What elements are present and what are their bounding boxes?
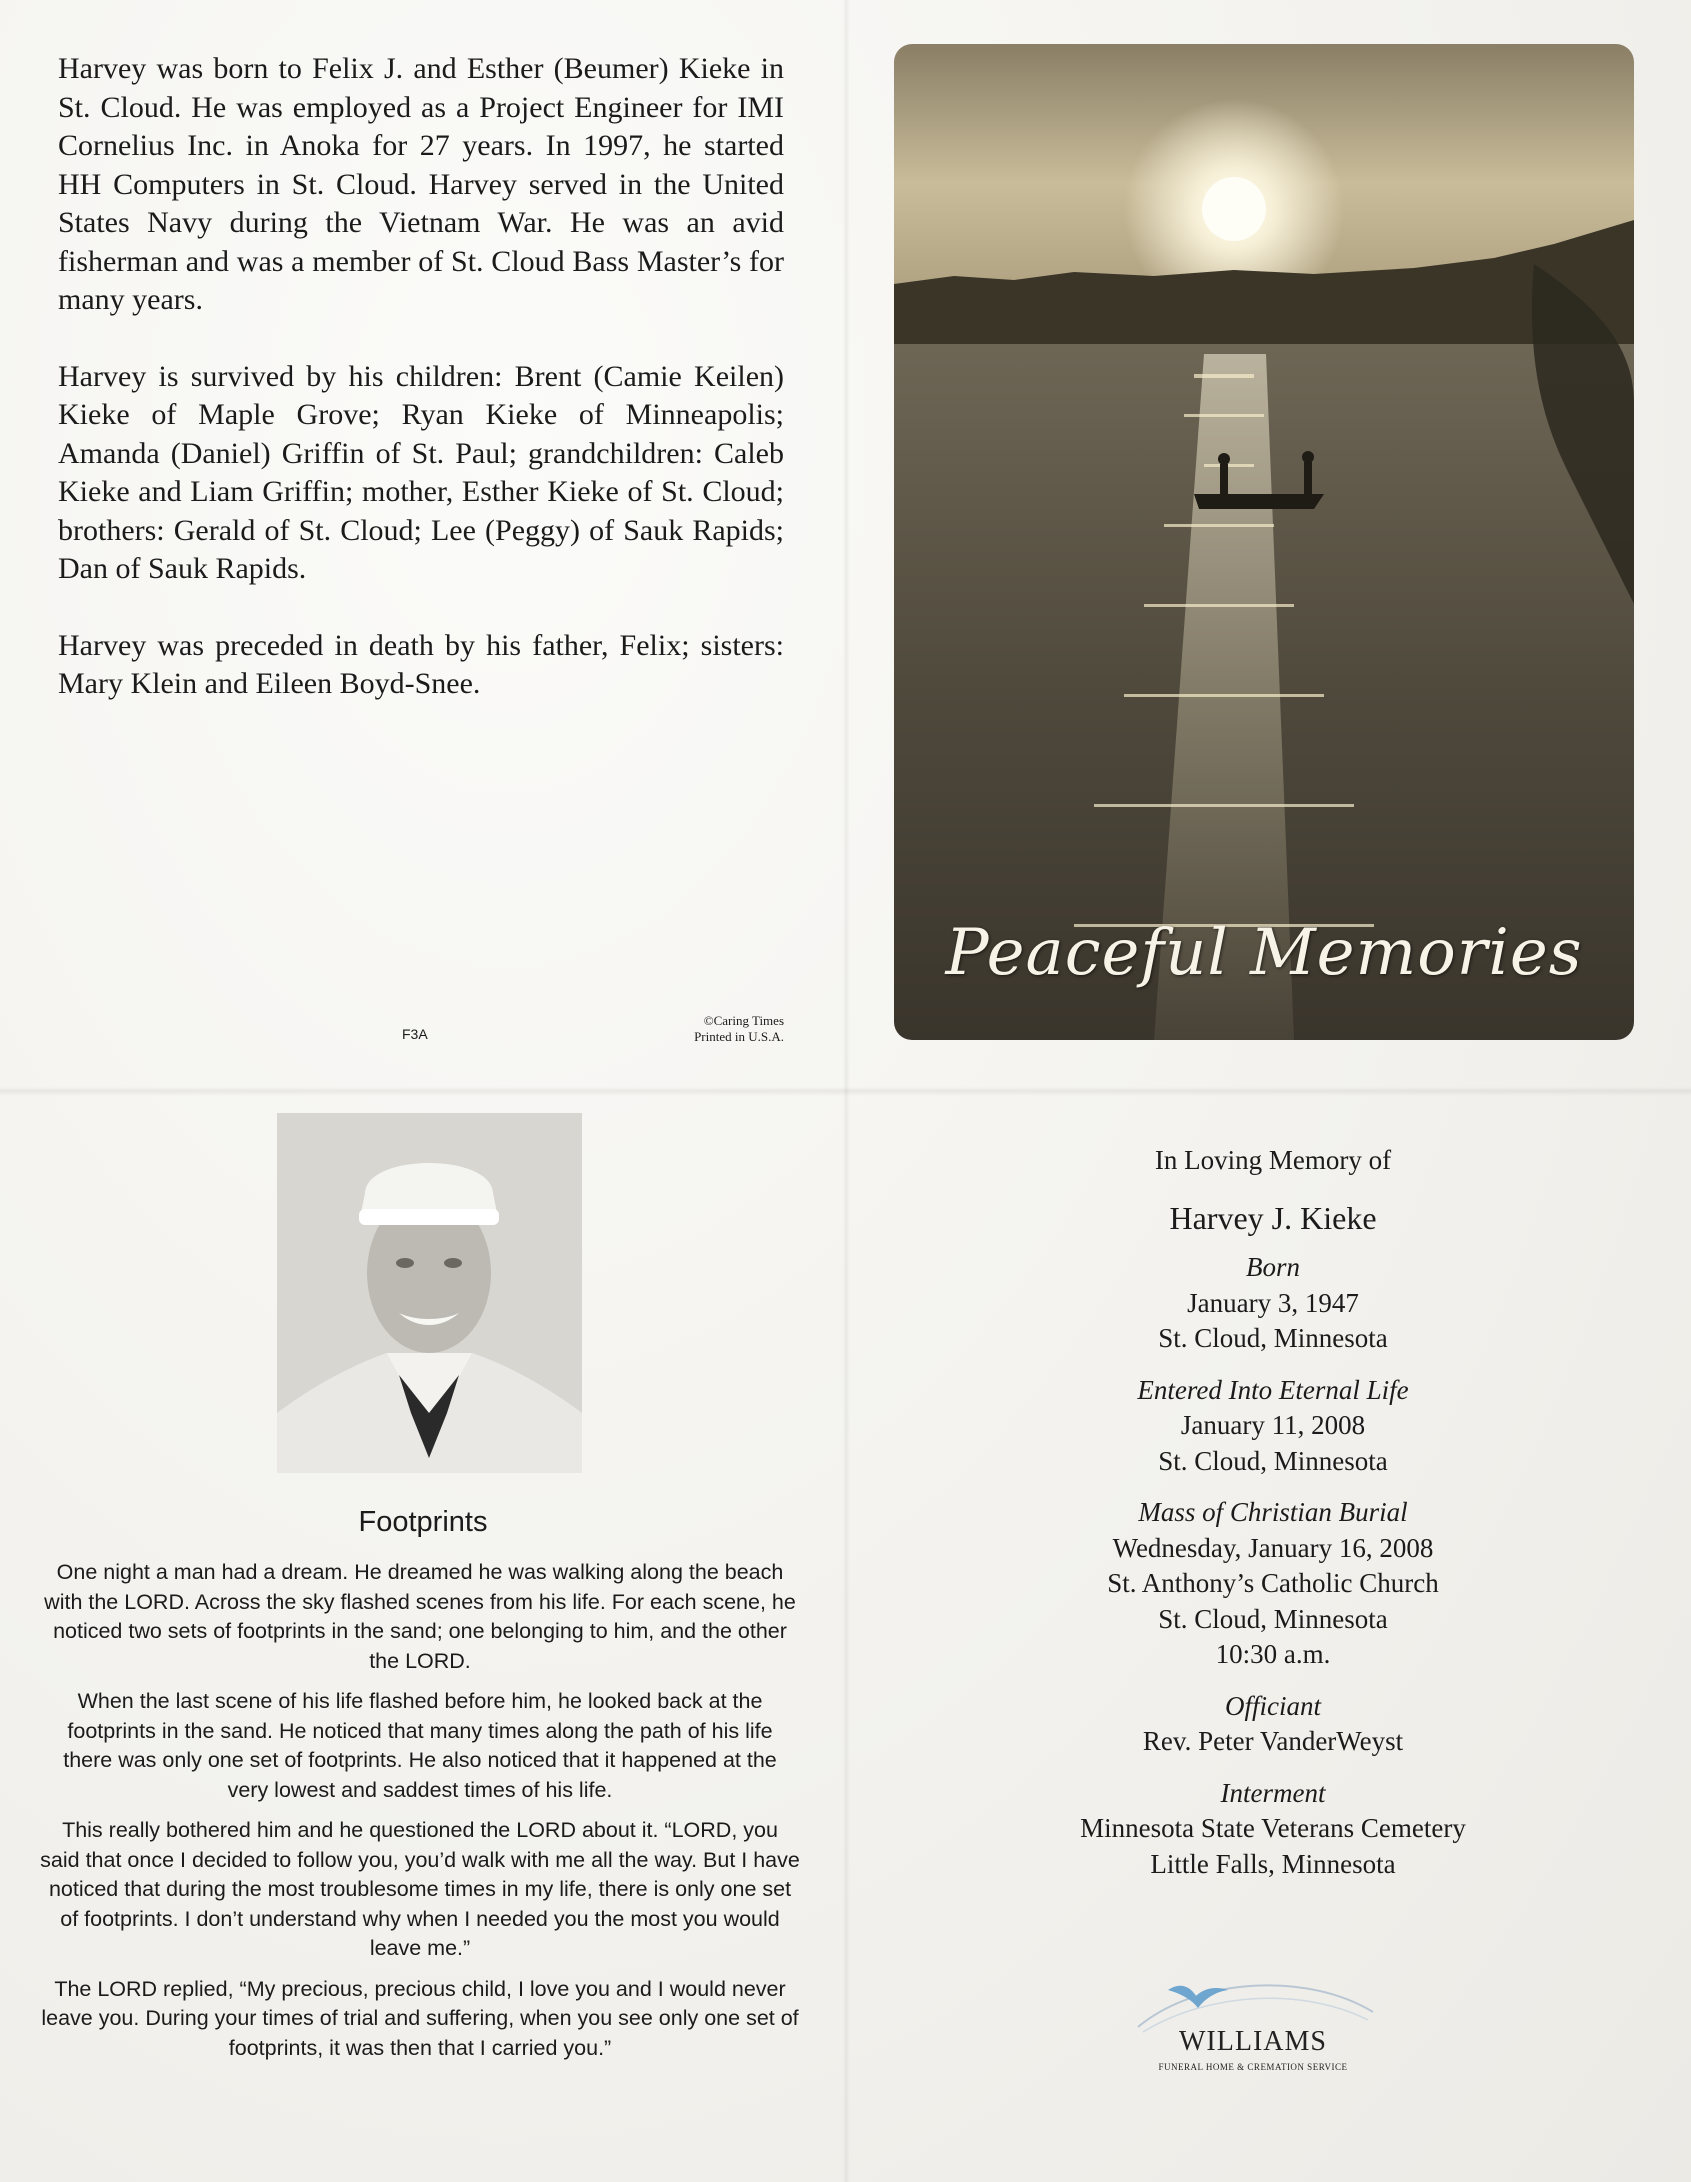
death-heading: Entered Into Eternal Life — [1137, 1374, 1409, 1405]
mass-church: St. Anthony’s Catholic Church — [1107, 1568, 1439, 1598]
form-code: F3A — [402, 1026, 428, 1042]
mass-section — [948, 1495, 1598, 1673]
interment-cemetery: Minnesota State Veterans Cemetery — [1080, 1813, 1466, 1843]
deceased-name: Harvey J. Kieke — [1169, 1199, 1377, 1236]
obituary-paragraph: Harvey was born to Felix J. and Esther (Beumer) Kieke in St. Cloud. He was employed as a Project Engineer for IMI Cornelius Inc. in Anoka for 27 years. In 1997, he started HH Computers in St. Cloud. Harvey served in the United States Navy during the Vietnam War. He was an avid fisherman and was a member of St. Cloud Bass Master’s for many years. — [58, 52, 784, 316]
sunset-lake-photo — [894, 44, 1634, 1040]
interment-section — [948, 1776, 1598, 1883]
mass-time: 10:30 a.m. — [1215, 1639, 1331, 1669]
born-date: January 3, 1947 — [1187, 1287, 1359, 1318]
cover-title: Peaceful Memories — [945, 916, 1583, 990]
obituary-paragraph: Harvey was preceded in death by his father, Felix; sisters: Mary Klein and Eileen Boyd-Snee. — [58, 628, 784, 700]
officiant-section — [948, 1689, 1598, 1760]
mass-date: Wednesday, January 16, 2008 — [1112, 1532, 1434, 1563]
funeral-home-tagline: FUNERAL HOME & CREMATION SERVICE — [1158, 2062, 1348, 2072]
born-section — [948, 1250, 1598, 1357]
poem-title: Footprints — [358, 1506, 488, 1538]
memorial-details — [948, 1143, 1598, 1898]
death-place: St. Cloud, Minnesota — [1158, 1445, 1388, 1476]
officiant-name: Rev. Peter VanderWeyst — [1142, 1726, 1404, 1756]
death-section — [948, 1373, 1598, 1480]
born-place: St. Cloud, Minnesota — [1158, 1323, 1388, 1353]
interment-heading: Interment — [1220, 1777, 1326, 1808]
poem-stanza: When the last scene of his life flashed before him, he looked back at the footprints in the sand. He noticed that many times along the path of his life there was only one set of footprints. He also noticed that it happened at the very lowest and saddest times of his life. — [63, 1689, 777, 1802]
memorial-intro: In Loving Memory of — [1154, 1145, 1392, 1175]
obituary-paragraph: Harvey is survived by his children: Brent (Camie Keilen) Kieke of Maple Grove; Ryan Kieke of Minneapolis; Amanda (Daniel) Griffin of St. Paul; grandchildren: Caleb Kieke and Liam Griffin; mother, Esther Kieke of St. Cloud; brothers: Gerald of St. Cloud; Lee (Peggy) of Sauk Rapids; Dan of Sauk Rapids. — [58, 359, 784, 585]
poem-stanza: One night a man had a dream. He dreamed he was walking along the beach with the LORD. Across the sky flashed scenes from his life. For each scene, he noticed two sets of footprints in the sand; one belonging to him, and the other the LORD. — [44, 1560, 796, 1673]
sailor-portrait — [277, 1113, 582, 1473]
funeral-home-logo — [1118, 1972, 1388, 2082]
interment-place: Little Falls, Minnesota — [1150, 1848, 1396, 1879]
obituary-text — [58, 50, 784, 742]
death-date: January 11, 2008 — [1180, 1410, 1366, 1440]
funeral-home-name: WILLIAMS — [1179, 2026, 1327, 2057]
officiant-heading: Officiant — [1225, 1690, 1321, 1721]
poem-stanza: The LORD replied, “My precious, precious child, I love you and I would never leave you. During your times of trial and suffering, when you see only one set of footprints, it was then that I carried you.” — [41, 1976, 799, 2060]
mass-place: St. Cloud, Minnesota — [1158, 1603, 1388, 1634]
poem-stanza: This really bothered him and he questioned the LORD about it. “LORD, you said that once I decided to follow you, you’d walk with me all the way. But I have noticed that during the most troublesome times in my life, there is only one set of footprints. I don’t understand why when I needed you the most you would leave me.” — [40, 1818, 800, 1960]
seagull-icon — [1168, 1986, 1228, 2008]
mass-heading: Mass of Christian Burial — [1138, 1497, 1408, 1527]
born-heading: Born — [1246, 1252, 1300, 1282]
copyright-line: ©Caring Times — [703, 1013, 784, 1028]
copyright-notice — [644, 1013, 784, 1045]
copyright-line: Printed in U.S.A. — [694, 1029, 784, 1044]
poem-body — [40, 1558, 800, 2074]
lake-scene-illustration — [894, 44, 1634, 1040]
